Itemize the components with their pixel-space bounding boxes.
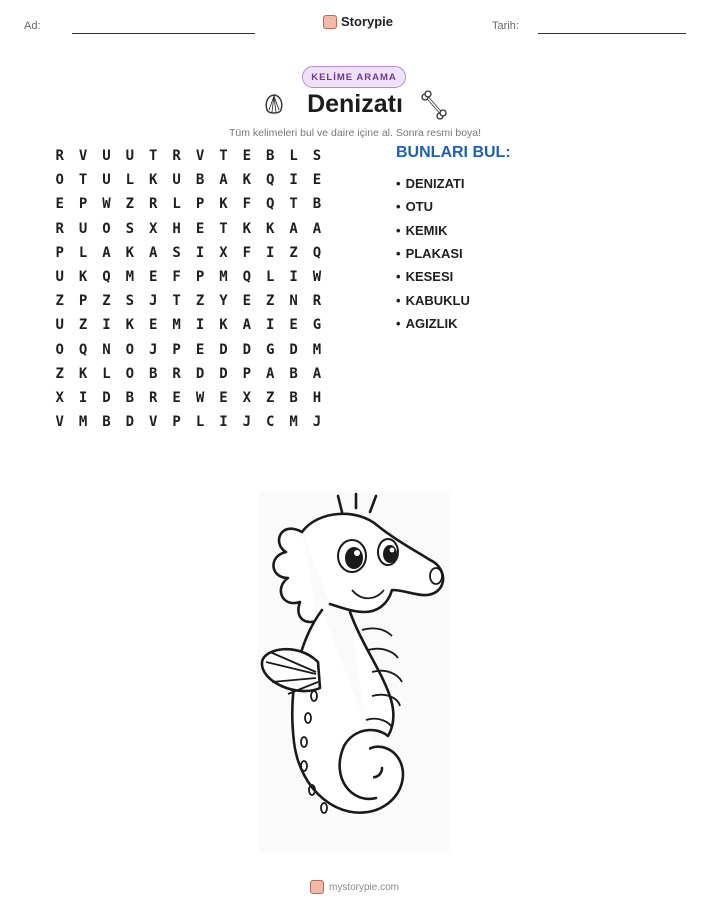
grid-cell[interactable]: X <box>55 389 64 406</box>
grid-cell[interactable]: S <box>125 220 135 237</box>
word-list-item <box>396 265 470 288</box>
grid-cell[interactable]: U <box>125 148 135 165</box>
grid-cell[interactable]: Z <box>102 293 111 310</box>
grid-cell[interactable]: L <box>289 148 298 165</box>
grid-cell[interactable]: X <box>242 389 252 406</box>
grid-cell[interactable]: V <box>195 148 205 165</box>
grid-cell[interactable]: B <box>125 389 135 406</box>
grid-cell[interactable]: B <box>195 172 205 189</box>
grid-cell[interactable]: E <box>242 293 252 310</box>
grid-cell[interactable]: A <box>219 172 228 189</box>
grid-cell[interactable]: G <box>312 317 322 334</box>
storypie-logo-icon <box>310 880 324 894</box>
grid-cell[interactable]: L <box>78 244 88 261</box>
grid-cell[interactable]: K <box>219 196 228 213</box>
grid-cell[interactable]: U <box>102 148 111 165</box>
grid-cell[interactable]: D <box>219 365 228 382</box>
grid-cell[interactable]: Q <box>265 196 275 213</box>
grid-cell[interactable]: O <box>102 220 111 237</box>
bullet-icon: • <box>396 246 401 262</box>
grid-cell[interactable]: U <box>55 269 64 286</box>
word-list-item <box>396 288 470 311</box>
grid-cell[interactable]: K <box>219 317 228 334</box>
word-text: KABUKLU <box>405 292 470 308</box>
grid-cell[interactable]: Q <box>242 269 252 286</box>
grid-cell[interactable]: D <box>219 341 228 358</box>
grid-cell[interactable]: L <box>195 414 205 431</box>
grid-cell[interactable]: B <box>102 414 111 431</box>
grid-cell[interactable]: P <box>172 414 181 431</box>
instructions: Tüm kelimeleri bul ve daire içine al. Sonra resmi boya! <box>228 127 482 139</box>
grid-cell[interactable]: D <box>195 365 205 382</box>
grid-cell[interactable]: P <box>172 341 181 358</box>
storypie-logo-icon <box>323 15 337 29</box>
grid-cell[interactable]: P <box>242 365 252 382</box>
grid-cell[interactable]: A <box>312 220 322 237</box>
grid-cell[interactable]: E <box>149 317 158 334</box>
grid-cell[interactable]: T <box>149 148 158 165</box>
grid-cell[interactable]: I <box>289 172 298 189</box>
grid-cell[interactable]: E <box>312 172 322 189</box>
word-text: PLAKASI <box>405 246 463 262</box>
brand-logo <box>323 14 393 29</box>
grid-cell[interactable]: A <box>102 244 111 261</box>
grid-cell[interactable]: N <box>102 341 111 358</box>
grid-cell[interactable]: M <box>172 317 181 334</box>
grid-cell[interactable]: R <box>149 196 158 213</box>
grid-cell[interactable]: W <box>102 196 111 213</box>
grid-cell[interactable]: V <box>78 148 88 165</box>
grid-cell[interactable]: R <box>172 365 181 382</box>
grid-cell[interactable]: P <box>195 196 205 213</box>
grid-cell[interactable]: R <box>149 389 158 406</box>
grid-cell[interactable]: R <box>55 148 64 165</box>
word-list-item <box>396 312 470 335</box>
grid-cell[interactable]: M <box>125 269 135 286</box>
grid-cell[interactable]: J <box>149 293 158 310</box>
grid-cell[interactable]: T <box>219 220 228 237</box>
footer-site: mystorypie.com <box>328 881 399 893</box>
word-list-item <box>396 172 470 195</box>
grid-cell[interactable]: D <box>102 389 111 406</box>
grid-cell[interactable]: W <box>195 389 205 406</box>
grid-cell[interactable]: Z <box>195 293 205 310</box>
date-line <box>538 33 686 34</box>
bullet-icon: • <box>396 292 401 308</box>
date-label: Tarih: <box>492 20 519 32</box>
bullet-icon: • <box>396 222 401 238</box>
brand-name: Storypie <box>341 14 394 29</box>
grid-cell[interactable]: B <box>289 365 298 382</box>
grid-cell[interactable]: K <box>125 244 135 261</box>
bullet-icon: • <box>396 315 401 331</box>
grid-cell[interactable]: O <box>125 341 135 358</box>
grid-cell[interactable]: L <box>172 196 181 213</box>
word-list-item <box>396 219 470 242</box>
grid-cell[interactable]: Z <box>125 196 135 213</box>
grid-cell[interactable]: I <box>195 244 205 261</box>
grid-cell[interactable]: M <box>312 341 322 358</box>
grid-cell[interactable]: E <box>242 148 252 165</box>
grid-cell[interactable]: N <box>289 293 298 310</box>
grid-cell[interactable]: W <box>312 269 322 286</box>
grid-cell[interactable]: O <box>125 365 135 382</box>
grid-cell[interactable]: E <box>195 341 205 358</box>
grid-cell[interactable]: A <box>242 317 252 334</box>
word-text: KEMIK <box>405 222 448 238</box>
bone-icon <box>420 90 448 120</box>
grid-cell[interactable]: E <box>172 389 181 406</box>
bullet-icon: • <box>396 199 401 215</box>
grid-cell[interactable]: A <box>265 365 275 382</box>
grid-cell[interactable]: Q <box>78 341 88 358</box>
grid-cell[interactable]: I <box>265 317 275 334</box>
grid-cell[interactable]: B <box>289 389 298 406</box>
grid-cell[interactable]: U <box>78 220 88 237</box>
grid-cell[interactable]: T <box>289 196 298 213</box>
grid-cell[interactable]: T <box>172 293 181 310</box>
footer <box>0 880 709 894</box>
grid-cell[interactable]: B <box>312 196 322 213</box>
word-search-grid <box>48 144 329 434</box>
grid-cell[interactable]: H <box>312 389 322 406</box>
grid-cell[interactable]: K <box>125 317 135 334</box>
grid-cell[interactable]: E <box>195 220 205 237</box>
word-list <box>396 172 470 335</box>
grid-cell[interactable]: Q <box>102 269 111 286</box>
grid-cell[interactable]: Z <box>289 244 298 261</box>
word-list-item <box>396 195 470 218</box>
word-text: DENIZATI <box>405 176 465 192</box>
grid-cell[interactable]: V <box>149 414 158 431</box>
grid-cell[interactable]: R <box>312 293 322 310</box>
grid-cell[interactable]: J <box>149 341 158 358</box>
grid-cell[interactable]: E <box>149 269 158 286</box>
grid-cell[interactable]: S <box>125 293 135 310</box>
grid-cell[interactable]: D <box>289 341 298 358</box>
grid-cell[interactable]: E <box>219 389 228 406</box>
grid-cell[interactable]: C <box>265 414 275 431</box>
grid-cell[interactable]: X <box>219 244 228 261</box>
grid-cell[interactable]: K <box>78 269 88 286</box>
grid-cell[interactable]: Q <box>265 172 275 189</box>
grid-cell[interactable]: G <box>265 341 275 358</box>
grid-cell[interactable]: Z <box>55 293 64 310</box>
word-text: OTU <box>405 199 434 215</box>
grid-cell[interactable]: Z <box>265 389 275 406</box>
grid-cell[interactable]: K <box>242 220 252 237</box>
grid-cell[interactable]: L <box>265 269 275 286</box>
grid-cell[interactable]: D <box>242 341 252 358</box>
grid-cell[interactable]: S <box>312 148 322 165</box>
grid-cell[interactable]: Y <box>219 293 228 310</box>
grid-cell[interactable]: P <box>195 269 205 286</box>
name-label: Ad: <box>24 20 41 32</box>
grid-cell[interactable]: T <box>78 172 88 189</box>
name-line <box>72 33 255 34</box>
grid-cell[interactable]: U <box>172 172 181 189</box>
grid-cell[interactable]: O <box>55 341 64 358</box>
word-list-title: BUNLARI BUL: <box>396 144 511 161</box>
grid-cell[interactable]: I <box>195 317 205 334</box>
grid-cell[interactable]: K <box>242 172 252 189</box>
grid-cell[interactable]: F <box>242 196 252 213</box>
grid-cell[interactable]: Z <box>265 293 275 310</box>
grid-cell[interactable]: R <box>172 148 181 165</box>
grid-cell[interactable]: F <box>242 244 252 261</box>
grid-cell[interactable]: M <box>219 269 228 286</box>
grid-cell[interactable]: O <box>55 172 64 189</box>
grid-cell[interactable]: P <box>78 196 88 213</box>
grid-cell[interactable]: K <box>149 172 158 189</box>
grid-cell[interactable]: F <box>172 269 181 286</box>
grid-cell[interactable]: M <box>289 414 298 431</box>
grid-cell[interactable]: P <box>78 293 88 310</box>
word-list-item <box>396 242 470 265</box>
grid-cell[interactable]: M <box>78 414 88 431</box>
grid-cell[interactable]: X <box>149 220 158 237</box>
grid-cell[interactable]: I <box>265 244 275 261</box>
activity-badge: KELİME ARAMA <box>302 66 406 88</box>
seahorse-coloring-image <box>258 492 450 852</box>
bullet-icon: • <box>396 176 401 192</box>
grid-cell[interactable]: B <box>149 365 158 382</box>
grid-cell[interactable]: H <box>172 220 181 237</box>
page-title: Denizatı <box>307 90 403 118</box>
grid-cell[interactable]: J <box>242 414 252 431</box>
grid-cell[interactable]: I <box>78 389 88 406</box>
word-text: KESESI <box>405 269 454 285</box>
grid-cell[interactable]: Z <box>78 317 88 334</box>
grid-cell[interactable]: A <box>289 220 298 237</box>
grid-cell[interactable]: I <box>219 414 228 431</box>
grid-cell[interactable]: J <box>312 414 322 431</box>
grid-cell[interactable]: I <box>289 269 298 286</box>
grid-cell[interactable]: S <box>172 244 181 261</box>
grid-cell[interactable]: A <box>312 365 322 382</box>
grid-cell[interactable]: K <box>265 220 275 237</box>
grid-cell[interactable]: Q <box>312 244 322 261</box>
word-text: AGIZLIK <box>405 315 458 331</box>
bullet-icon: • <box>396 269 401 285</box>
grid-cell[interactable]: L <box>102 365 111 382</box>
grid-cell[interactable]: A <box>149 244 158 261</box>
grid-cell[interactable]: R <box>55 220 64 237</box>
grid-cell[interactable]: Z <box>55 365 64 382</box>
grid-cell[interactable]: D <box>125 414 135 431</box>
grid-cell[interactable]: K <box>78 365 88 382</box>
grid-cell[interactable]: P <box>55 244 64 261</box>
grid-cell[interactable]: T <box>219 148 228 165</box>
grid-cell[interactable]: E <box>289 317 298 334</box>
grid-cell[interactable]: U <box>55 317 64 334</box>
grid-cell[interactable]: B <box>265 148 275 165</box>
grid-cell[interactable]: E <box>55 196 64 213</box>
grid-cell[interactable]: U <box>102 172 111 189</box>
grid-cell[interactable]: I <box>102 317 111 334</box>
grid-cell[interactable]: V <box>55 414 64 431</box>
grid-cell[interactable]: L <box>125 172 135 189</box>
